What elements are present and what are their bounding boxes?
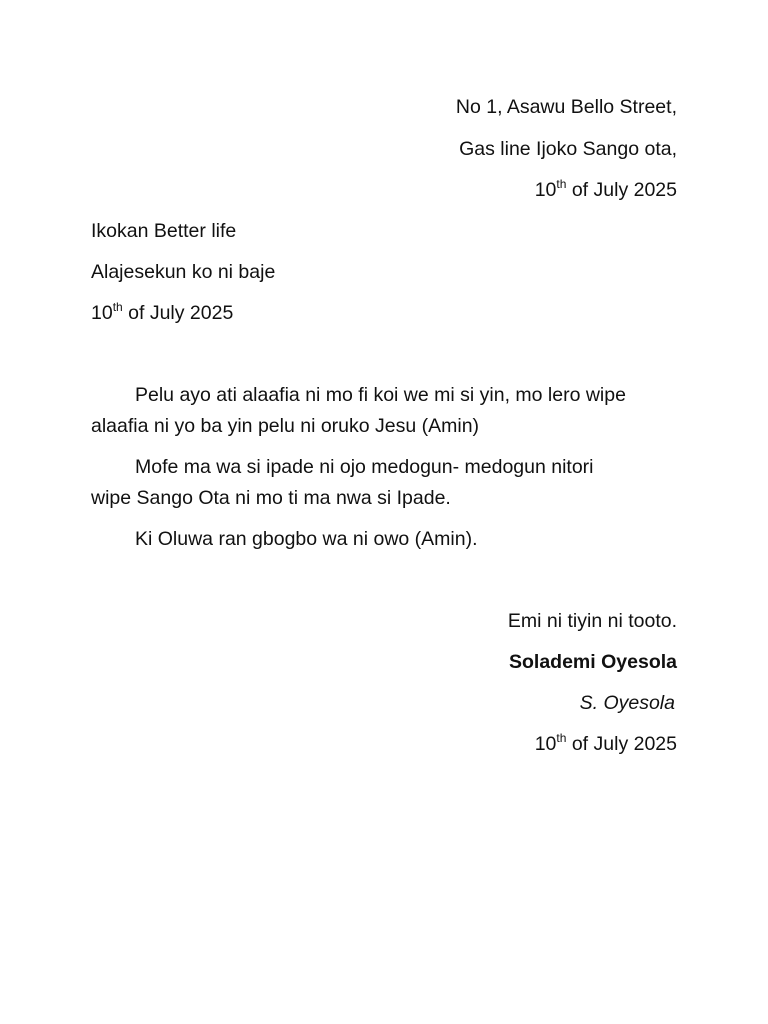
closing-date-suffix: th [556, 730, 567, 745]
closing-valediction: Emi ni tiyin ni tooto. [507, 610, 677, 632]
recipient-date-day: 10 [91, 302, 113, 324]
closing-name: Solademi Oyesola [509, 651, 677, 673]
closing-date-rest: of July 2025 [566, 733, 677, 755]
sender-date-suffix: th [556, 176, 567, 191]
body-paragraph3-line1: Ki Oluwa ran gbogbo wa ni owo (Amin). [135, 528, 478, 550]
recipient-line1: Ikokan Better life [91, 220, 237, 242]
closing-date [535, 732, 677, 756]
recipient-date-suffix: th [112, 299, 123, 314]
body-paragraph2-line2: wipe Sango Ota ni mo ti ma nwa si Ipade. [91, 487, 451, 509]
recipient-date-rest: of July 2025 [122, 302, 234, 324]
sender-date-rest: of July 2025 [566, 179, 677, 201]
sender-address-line2: Gas line Ijoko Sango ota, [459, 138, 677, 160]
body-paragraph1-line2: alaafia ni yo ba yin pelu ni oruko Jesu (Amin) [91, 415, 480, 437]
sender-date-day: 10 [534, 179, 557, 201]
recipient-date [91, 301, 233, 325]
body-paragraph2-line1: Mofe ma wa si ipade ni ojo medogun- medogun nitori [135, 456, 594, 478]
body-paragraph1-line1: Pelu ayo ati alaafia ni mo fi koi we mi si yin, mo lero wipe [135, 384, 626, 406]
sender-address-line1: No 1, Asawu Bello Street, [455, 96, 677, 118]
closing-signature: S. Oyesola [579, 692, 675, 714]
sender-date [535, 178, 677, 202]
closing-date-day: 10 [534, 733, 557, 755]
recipient-line2: Alajesekun ko ni baje [91, 261, 276, 283]
